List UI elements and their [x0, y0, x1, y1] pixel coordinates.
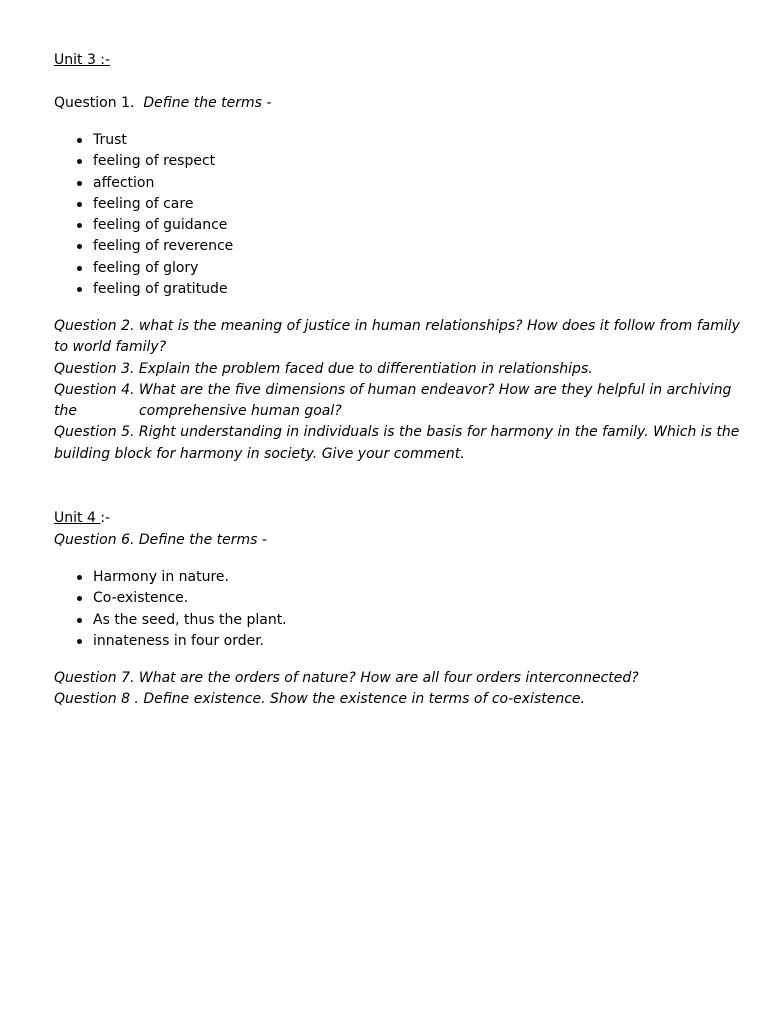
list-item: feeling of guidance	[76, 215, 676, 236]
question-4-line-2	[54, 401, 714, 422]
unit4-questions	[54, 668, 714, 711]
list-item: Trust	[76, 130, 676, 151]
list-item: feeling of care	[76, 194, 676, 215]
list-item: As the seed, thus the plant.	[76, 610, 676, 631]
unit4-heading-tail: :-	[100, 510, 111, 526]
unit4-heading	[54, 508, 110, 529]
question-3: Question 3. Explain the problem faced due to differentiation in relationships.	[54, 360, 593, 377]
question-7: Question 7. What are the orders of nature? How are all four orders interconnected?	[54, 670, 639, 686]
list-item: feeling of gratitude	[76, 279, 676, 300]
question-4-line-2-end: comprehensive human goal?	[138, 403, 342, 420]
question-8: Question 8 . Define existence. Show the existence in terms of co-existence.	[54, 691, 585, 708]
unit3-heading: Unit 3 :-	[54, 52, 111, 68]
question-1-label: Question 1.	[54, 95, 135, 111]
unit4-heading-main: Unit 4	[54, 510, 101, 526]
list-item: feeling of respect	[76, 151, 676, 172]
question-1	[54, 93, 271, 114]
question-4-line-2-start: the	[54, 403, 77, 420]
list-item: Harmony in nature.	[76, 567, 676, 588]
question-4-line-1: Question 4. What are the five dimensions of human endeavor? How are they helpful in archiving	[54, 381, 732, 398]
list-item: affection	[76, 173, 676, 194]
question-5-line-2: building block for harmony in society. Give your comment.	[54, 445, 465, 462]
list-item: Co-existence.	[76, 588, 676, 609]
question-2-line-2: to world family?	[54, 339, 167, 356]
list-item: feeling of reverence	[76, 236, 676, 257]
question-5-line-1: Question 5. Right understanding in individuals is the basis for harmony in the family. Which is the	[54, 424, 740, 441]
unit4-term-list	[76, 567, 676, 652]
unit3-term-list	[76, 130, 676, 300]
question-1-text: Define the terms -	[143, 95, 272, 111]
list-item: innateness in four order.	[76, 631, 676, 652]
list-item: feeling of glory	[76, 258, 676, 279]
question-6: Question 6. Define the terms -	[54, 532, 267, 548]
question-2-line-1: Question 2. what is the meaning of justice in human relationships? How does it follow from family	[54, 318, 740, 334]
unit3-questions	[54, 316, 740, 465]
